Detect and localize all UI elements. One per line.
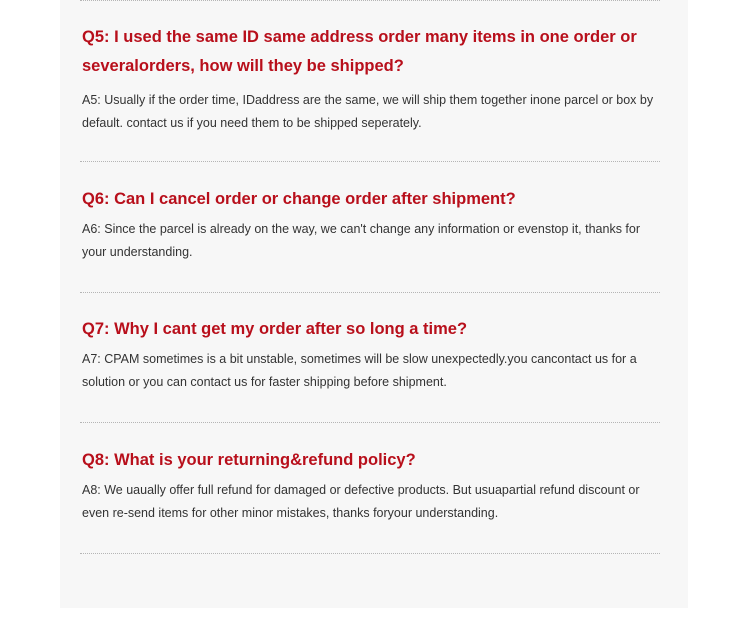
- faq-question: Q6: Can I cancel order or change order after shipment?: [82, 190, 516, 208]
- faq-item-q6: [82, 185, 662, 264]
- faq-divider: [80, 161, 660, 162]
- faq-answer: A7: CPAM sometimes is a bit unstable, sometimes will be slow unexpectedly.you cancontact us for a solution or you can contact us for faster shipping before shipment.: [82, 352, 637, 389]
- faq-question: Q7: Why I cant get my order after so long a time?: [82, 320, 468, 338]
- faq-divider: [80, 422, 660, 423]
- faq-question: Q5: I used the same ID same address order many items in one order or severalorders, how will they be shipped?: [82, 28, 637, 75]
- faq-divider: [80, 553, 660, 554]
- faq-answer: A8: We uaually offer full refund for damaged or defective products. But usuapartial refund discount or even re-send items for other minor mistakes, thanks foryour understanding.: [82, 483, 640, 520]
- faq-divider: [80, 292, 660, 293]
- faq-answer: A6: Since the parcel is already on the way, we can't change any information or evenstop it, thanks for your understanding.: [82, 222, 641, 259]
- faq-item-q7: [82, 315, 662, 394]
- faq-item-q8: [82, 446, 662, 525]
- faq-question: Q8: What is your returning&refund policy?: [82, 451, 416, 469]
- faq-item-q5: [82, 23, 662, 135]
- faq-divider: [80, 0, 660, 1]
- faq-answer: A5: Usually if the order time, IDaddress are the same, we will ship them together inone parcel or box by default. contact us if you need them to be shipped seperately.: [82, 93, 654, 130]
